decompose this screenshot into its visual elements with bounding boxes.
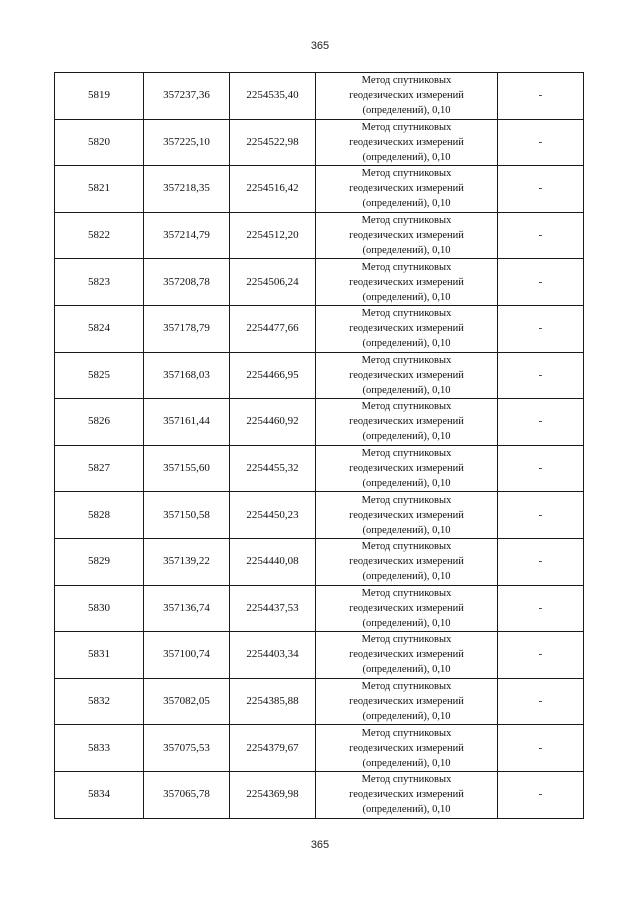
method-cell xyxy=(316,538,498,585)
y-coordinate-cell: 2254385,88 xyxy=(230,678,316,725)
y-coordinate-cell: 2254455,32 xyxy=(230,445,316,492)
note-cell: - xyxy=(498,678,584,725)
method-text xyxy=(349,306,464,351)
method-line-3: (определений), 0,10 xyxy=(362,478,451,490)
method-line-3: (определений), 0,10 xyxy=(362,431,451,443)
note-cell: - xyxy=(498,259,584,306)
point-number-cell: 5831 xyxy=(55,632,144,679)
method-cell xyxy=(316,212,498,259)
note-cell: - xyxy=(498,399,584,446)
method-cell xyxy=(316,352,498,399)
method-text xyxy=(349,166,464,211)
table-row xyxy=(55,212,584,259)
method-text xyxy=(349,260,464,305)
y-coordinate-cell: 2254369,98 xyxy=(230,771,316,818)
method-line-2: геодезических измерений xyxy=(349,276,464,288)
method-text xyxy=(349,120,464,165)
method-line-2: геодезических измерений xyxy=(349,323,464,335)
method-line-3: (определений), 0,10 xyxy=(362,338,451,350)
method-line-2: геодезических измерений xyxy=(349,649,464,661)
page-number-bottom: 365 xyxy=(310,839,330,851)
method-line-3: (определений), 0,10 xyxy=(362,617,451,629)
method-cell xyxy=(316,771,498,818)
table-row xyxy=(55,632,584,679)
method-line-2: геодезических измерений xyxy=(349,416,464,428)
point-number-cell: 5827 xyxy=(55,445,144,492)
table-row xyxy=(55,538,584,585)
x-coordinate-cell: 357155,60 xyxy=(144,445,230,492)
method-line-2: геодезических измерений xyxy=(349,183,464,195)
method-line-1: Метод спутниковых xyxy=(361,75,452,87)
method-line-1: Метод спутниковых xyxy=(361,634,452,646)
x-coordinate-cell: 357161,44 xyxy=(144,399,230,446)
method-text xyxy=(349,632,464,677)
table-row xyxy=(55,73,584,120)
method-line-3: (определений), 0,10 xyxy=(362,291,451,303)
method-line-1: Метод спутниковых xyxy=(361,308,452,320)
table-row xyxy=(55,445,584,492)
y-coordinate-cell: 2254403,34 xyxy=(230,632,316,679)
point-number-cell: 5819 xyxy=(55,73,144,120)
method-cell xyxy=(316,492,498,539)
note-cell: - xyxy=(498,632,584,679)
x-coordinate-cell: 357208,78 xyxy=(144,259,230,306)
x-coordinate-cell: 357178,79 xyxy=(144,305,230,352)
y-coordinate-cell: 2254535,40 xyxy=(230,73,316,120)
point-number-cell: 5829 xyxy=(55,538,144,585)
point-number-cell: 5828 xyxy=(55,492,144,539)
method-line-1: Метод спутниковых xyxy=(361,774,452,786)
x-coordinate-cell: 357139,22 xyxy=(144,538,230,585)
y-coordinate-cell: 2254516,42 xyxy=(230,166,316,213)
x-coordinate-cell: 357214,79 xyxy=(144,212,230,259)
table-row xyxy=(55,352,584,399)
note-cell: - xyxy=(498,166,584,213)
method-text xyxy=(349,726,464,771)
method-text xyxy=(349,493,464,538)
x-coordinate-cell: 357237,36 xyxy=(144,73,230,120)
x-coordinate-cell: 357136,74 xyxy=(144,585,230,632)
method-line-3: (определений), 0,10 xyxy=(362,245,451,257)
method-text xyxy=(349,73,464,118)
table-row xyxy=(55,259,584,306)
y-coordinate-cell: 2254522,98 xyxy=(230,119,316,166)
y-coordinate-cell: 2254466,95 xyxy=(230,352,316,399)
x-coordinate-cell: 357168,03 xyxy=(144,352,230,399)
method-line-2: геодезических измерений xyxy=(349,556,464,568)
method-line-2: геодезических измерений xyxy=(349,742,464,754)
method-line-3: (определений), 0,10 xyxy=(362,524,451,536)
method-line-1: Метод спутниковых xyxy=(361,121,452,133)
method-text xyxy=(349,399,464,444)
note-cell: - xyxy=(498,212,584,259)
method-line-3: (определений), 0,10 xyxy=(362,384,451,396)
method-line-1: Метод спутниковых xyxy=(361,354,452,366)
x-coordinate-cell: 357075,53 xyxy=(144,725,230,772)
coordinates-table-body xyxy=(55,73,584,819)
point-number-cell: 5822 xyxy=(55,212,144,259)
note-cell: - xyxy=(498,305,584,352)
table-row xyxy=(55,305,584,352)
method-cell xyxy=(316,259,498,306)
table-row xyxy=(55,399,584,446)
method-line-3: (определений), 0,10 xyxy=(362,571,451,583)
method-cell xyxy=(316,399,498,446)
method-line-1: Метод спутниковых xyxy=(361,215,452,227)
method-line-1: Метод спутниковых xyxy=(361,587,452,599)
method-cell xyxy=(316,305,498,352)
method-text xyxy=(349,772,464,817)
method-text xyxy=(349,539,464,584)
method-text xyxy=(349,586,464,631)
method-line-2: геодезических измерений xyxy=(349,369,464,381)
point-number-cell: 5821 xyxy=(55,166,144,213)
x-coordinate-cell: 357150,58 xyxy=(144,492,230,539)
note-cell: - xyxy=(498,538,584,585)
method-cell xyxy=(316,119,498,166)
table-row xyxy=(55,725,584,772)
y-coordinate-cell: 2254450,23 xyxy=(230,492,316,539)
method-cell xyxy=(316,166,498,213)
point-number-cell: 5832 xyxy=(55,678,144,725)
table-row xyxy=(55,771,584,818)
method-line-3: (определений), 0,10 xyxy=(362,198,451,210)
note-cell: - xyxy=(498,585,584,632)
point-number-cell: 5830 xyxy=(55,585,144,632)
method-line-1: Метод спутниковых xyxy=(361,494,452,506)
point-number-cell: 5834 xyxy=(55,771,144,818)
point-number-cell: 5826 xyxy=(55,399,144,446)
page-number-top: 365 xyxy=(310,40,330,52)
table-row xyxy=(55,119,584,166)
method-line-1: Метод спутниковых xyxy=(361,681,452,693)
method-line-3: (определений), 0,10 xyxy=(362,711,451,723)
note-cell: - xyxy=(498,73,584,120)
method-line-2: геодезических измерений xyxy=(349,696,464,708)
method-cell xyxy=(316,632,498,679)
method-line-1: Метод спутниковых xyxy=(361,727,452,739)
method-line-1: Метод спутниковых xyxy=(361,168,452,180)
note-cell: - xyxy=(498,492,584,539)
method-line-1: Метод спутниковых xyxy=(361,261,452,273)
y-coordinate-cell: 2254506,24 xyxy=(230,259,316,306)
x-coordinate-cell: 357082,05 xyxy=(144,678,230,725)
y-coordinate-cell: 2254512,20 xyxy=(230,212,316,259)
method-line-2: геодезических измерений xyxy=(349,463,464,475)
method-cell xyxy=(316,725,498,772)
coordinates-table xyxy=(54,72,584,819)
method-line-1: Метод спутниковых xyxy=(361,448,452,460)
method-text xyxy=(349,446,464,491)
x-coordinate-cell: 357218,35 xyxy=(144,166,230,213)
method-line-2: геодезических измерений xyxy=(349,789,464,801)
point-number-cell: 5824 xyxy=(55,305,144,352)
method-line-2: геодезических измерений xyxy=(349,90,464,102)
method-cell xyxy=(316,73,498,120)
y-coordinate-cell: 2254379,67 xyxy=(230,725,316,772)
method-text xyxy=(349,679,464,724)
point-number-cell: 5820 xyxy=(55,119,144,166)
x-coordinate-cell: 357225,10 xyxy=(144,119,230,166)
note-cell: - xyxy=(498,119,584,166)
note-cell: - xyxy=(498,771,584,818)
y-coordinate-cell: 2254460,92 xyxy=(230,399,316,446)
note-cell: - xyxy=(498,725,584,772)
y-coordinate-cell: 2254477,66 xyxy=(230,305,316,352)
table-row xyxy=(55,678,584,725)
method-cell xyxy=(316,585,498,632)
method-line-1: Метод спутниковых xyxy=(361,541,452,553)
method-line-2: геодезических измерений xyxy=(349,509,464,521)
method-cell xyxy=(316,445,498,492)
method-line-2: геодезических измерений xyxy=(349,602,464,614)
table-row xyxy=(55,166,584,213)
method-line-1: Метод спутниковых xyxy=(361,401,452,413)
y-coordinate-cell: 2254440,08 xyxy=(230,538,316,585)
x-coordinate-cell: 357100,74 xyxy=(144,632,230,679)
x-coordinate-cell: 357065,78 xyxy=(144,771,230,818)
y-coordinate-cell: 2254437,53 xyxy=(230,585,316,632)
method-line-3: (определений), 0,10 xyxy=(362,664,451,676)
method-text xyxy=(349,353,464,398)
note-cell: - xyxy=(498,445,584,492)
point-number-cell: 5833 xyxy=(55,725,144,772)
method-line-3: (определений), 0,10 xyxy=(362,151,451,163)
method-line-2: геодезических измерений xyxy=(349,136,464,148)
point-number-cell: 5825 xyxy=(55,352,144,399)
method-line-3: (определений), 0,10 xyxy=(362,804,451,816)
method-line-3: (определений), 0,10 xyxy=(362,757,451,769)
method-text xyxy=(349,213,464,258)
point-number-cell: 5823 xyxy=(55,259,144,306)
method-line-2: геодезических измерений xyxy=(349,230,464,242)
table-row xyxy=(55,585,584,632)
note-cell: - xyxy=(498,352,584,399)
method-cell xyxy=(316,678,498,725)
method-line-3: (определений), 0,10 xyxy=(362,105,451,117)
table-row xyxy=(55,492,584,539)
